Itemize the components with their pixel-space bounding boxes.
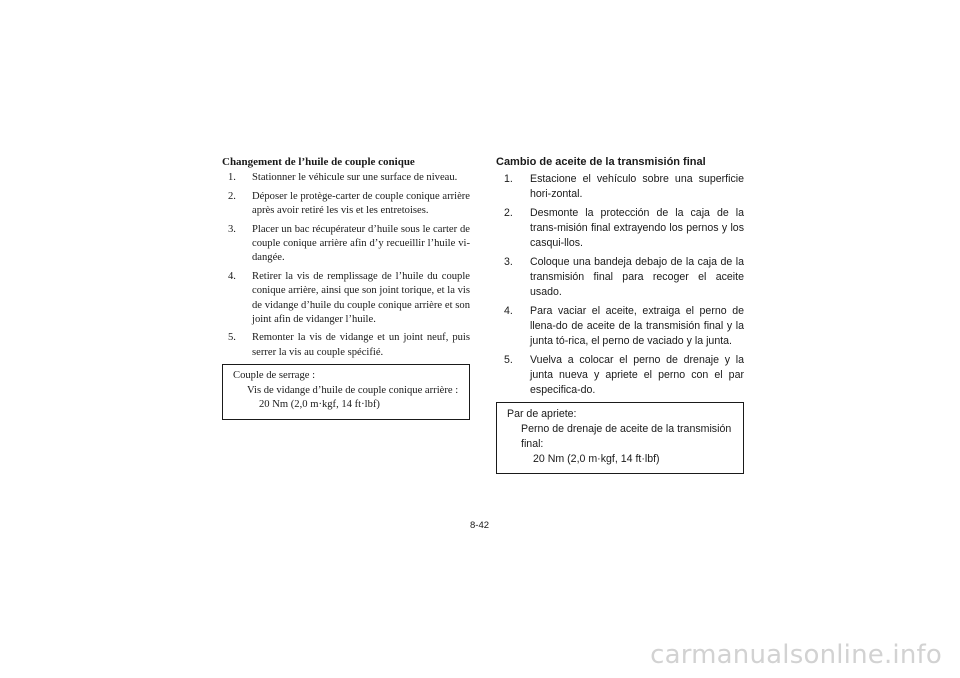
list-item [496, 206, 744, 251]
spanish-torque-spec-box [496, 402, 744, 474]
step-text: Stationner le véhicule sur une surface de niveau. [252, 172, 458, 184]
step-number: 5. [228, 332, 236, 344]
spec-item: Perno de drenaje de aceite de la transmisión final: [521, 423, 732, 450]
spec-title: Couple de serrage : [233, 370, 316, 382]
french-column [222, 155, 470, 420]
watermark: carmanualsonline.info [650, 640, 942, 670]
list-item [222, 270, 470, 328]
spec-value: 20 Nm (2,0 m·kgf, 14 ft·lbf) [533, 453, 660, 465]
spanish-steps [496, 172, 744, 398]
step-number: 4. [228, 270, 236, 282]
french-heading: Changement de l’huile de couple conique [222, 156, 415, 168]
page-number: 8-42 [470, 520, 490, 531]
step-text: Desmonte la protección de la caja de la trans-misión final extrayendo los pernos y los casqui-llos. [530, 207, 744, 249]
list-item [496, 304, 744, 349]
spec-value: 20 Nm (2,0 m·kgf, 14 ft·lbf) [259, 399, 380, 411]
list-item [222, 171, 470, 185]
french-torque-spec-box [222, 364, 470, 419]
step-number: 5. [504, 354, 513, 366]
step-number: 2. [228, 190, 236, 202]
spanish-heading: Cambio de aceite de la transmisión final [496, 156, 706, 168]
list-item [222, 223, 470, 266]
step-number: 1. [228, 172, 236, 184]
step-text: Vuelva a colocar el perno de drenaje y la junta nueva y apriete el perno con el par especifica-do. [530, 354, 744, 396]
step-number: 3. [228, 223, 236, 235]
step-text: Déposer le protège-carter de couple conique arrière après avoir retiré les vis et les entretoises. [252, 190, 470, 217]
list-item [496, 255, 744, 300]
step-number: 3. [504, 256, 513, 268]
list-item [222, 190, 470, 219]
step-text: Estacione el vehículo sobre una superficie hori-zontal. [530, 173, 744, 200]
step-text: Remonter la vis de vidange et un joint neuf, puis serrer la vis au couple spécifié. [252, 332, 470, 358]
list-item [222, 331, 470, 360]
step-text: Placer un bac récupérateur d’huile sous le carter de couple conique arrière afin d’y recueillir l’huile vi-dangée. [252, 223, 470, 264]
spanish-column [496, 155, 744, 474]
step-number: 2. [504, 207, 513, 219]
step-text: Coloque una bandeja debajo de la caja de la transmisión final para recoger el aceite usado. [530, 256, 744, 298]
step-number: 4. [504, 305, 513, 317]
spec-item: Vis de vidange d’huile de couple conique arrière : [247, 384, 459, 396]
spec-title: Par de apriete: [507, 408, 577, 420]
list-item [496, 353, 744, 398]
step-text: Retirer la vis de remplissage de l’huile du couple conique arrière, ainsi que son joint torique, et la vis de vidange d’huile du couple conique arrière et son joint afin de vidanger l’huile. [252, 270, 470, 326]
step-text: Para vaciar el aceite, extraiga el perno de llena-do de aceite de la transmisión final y la junta tó-rica, el perno de vaciado y la junta. [530, 305, 744, 347]
french-steps [222, 171, 470, 360]
list-item [496, 172, 744, 202]
step-number: 1. [504, 173, 513, 185]
